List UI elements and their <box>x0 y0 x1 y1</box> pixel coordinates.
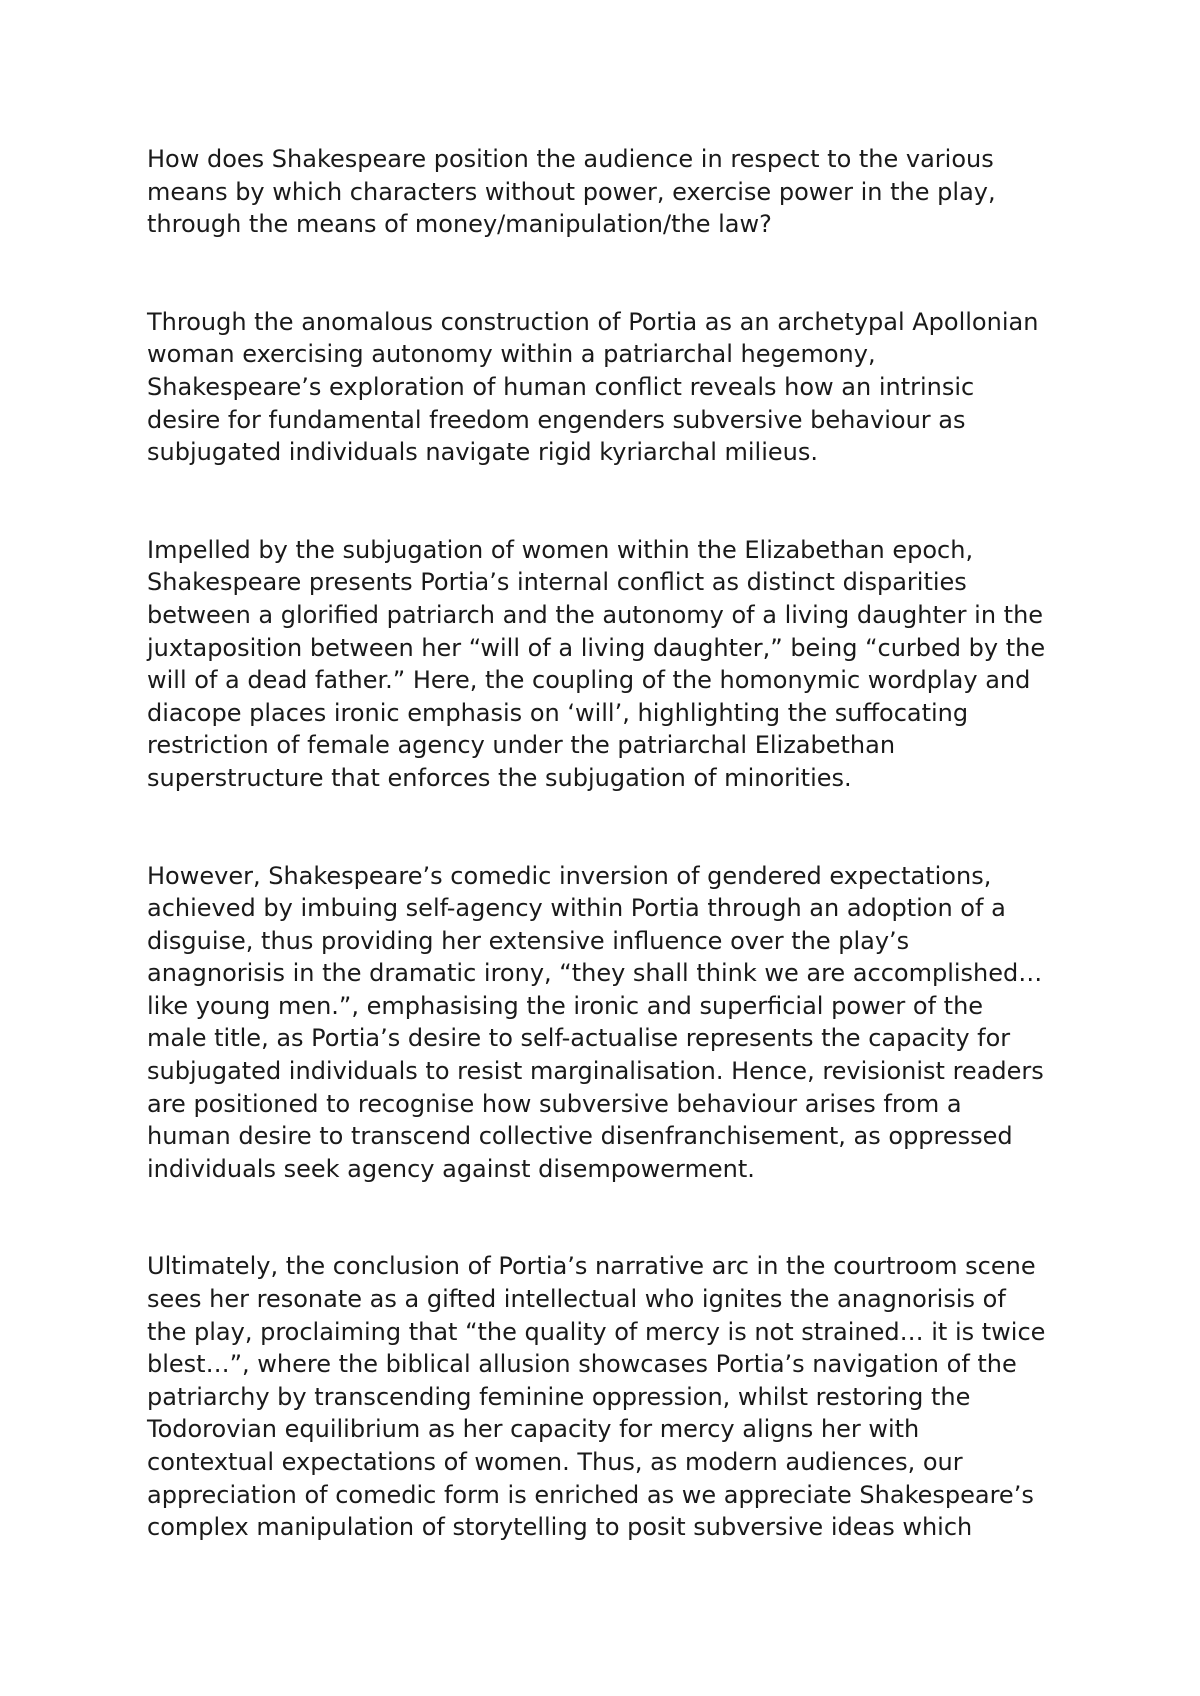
question-paragraph <box>147 143 1067 241</box>
text-line: between a glorified patriarch and the autonomy of a living daughter in the <box>147 600 1044 629</box>
body-paragraph-1 <box>147 534 1067 795</box>
paragraph-spacer <box>147 241 1067 306</box>
document-body <box>147 143 1067 1544</box>
body-paragraph-2 <box>147 860 1067 1186</box>
text-line: subjugated individuals to resist marginalisation. Hence, revisionist readers <box>147 1057 1044 1086</box>
thesis-paragraph <box>147 306 1067 469</box>
text-line: the play, proclaiming that “the quality of mercy is not strained… it is twice <box>147 1317 1046 1346</box>
text-line: anagnorisis in the dramatic irony, “they shall think we are accomplished… <box>147 959 1043 988</box>
text-line: However, Shakespeare’s comedic inversion of gendered expectations, <box>147 861 992 890</box>
text-line: diacope places ironic emphasis on ‘will’, highlighting the suffocating <box>147 698 969 727</box>
text-line: are positioned to recognise how subversive behaviour arises from a <box>147 1089 962 1118</box>
text-line: through the means of money/manipulation/the law? <box>147 210 772 239</box>
text-line: will of a dead father.” Here, the coupling of the homonymic wordplay and <box>147 666 1031 695</box>
text-line: How does Shakespeare position the audience in respect to the various <box>147 145 994 173</box>
text-line: woman exercising autonomy within a patriarchal hegemony, <box>147 340 876 369</box>
text-line: means by which characters without power, exercise power in the play, <box>147 177 996 206</box>
text-line: human desire to transcend collective disenfranchisement, as oppressed <box>147 1122 1013 1151</box>
text-line: achieved by imbuing self-agency within Portia through an adoption of a <box>147 894 1006 923</box>
text-line: Through the anomalous construction of Portia as an archetypal Apollonian <box>147 307 1039 336</box>
text-line: individuals seek agency against disempowerment. <box>147 1154 755 1183</box>
text-line: subjugated individuals navigate rigid kyriarchal milieus. <box>147 438 818 467</box>
text-line: Ultimately, the conclusion of Portia’s narrative arc in the courtroom scene <box>147 1252 1036 1281</box>
paragraph-spacer <box>147 1185 1067 1250</box>
text-line: Shakespeare presents Portia’s internal conflict as distinct disparities <box>147 568 967 597</box>
text-line: juxtaposition between her “will of a living daughter,” being “curbed by the <box>147 633 1046 662</box>
text-line: Shakespeare’s exploration of human conflict reveals how an intrinsic <box>147 372 975 401</box>
paragraph-spacer <box>147 469 1067 534</box>
text-line: Todorovian equilibrium as her capacity for mercy aligns her with <box>147 1415 920 1444</box>
text-line: restriction of female agency under the patriarchal Elizabethan <box>147 731 896 760</box>
text-line: superstructure that enforces the subjugation of minorities. <box>147 763 852 792</box>
text-line: appreciation of comedic form is enriched as we appreciate Shakespeare’s <box>147 1480 1034 1509</box>
text-line: blest…”, where the biblical allusion showcases Portia’s navigation of the <box>147 1350 1017 1379</box>
text-line: Impelled by the subjugation of women within the Elizabethan epoch, <box>147 535 974 564</box>
text-line: like young men.”, emphasising the ironic and superficial power of the <box>147 991 984 1020</box>
text-line: complex manipulation of storytelling to posit subversive ideas which <box>147 1513 973 1542</box>
text-line: disguise, thus providing her extensive influence over the play’s <box>147 926 910 955</box>
text-line: patriarchy by transcending feminine oppression, whilst restoring the <box>147 1382 971 1411</box>
body-paragraph-3 <box>147 1250 1067 1543</box>
text-line: contextual expectations of women. Thus, as modern audiences, our <box>147 1448 963 1476</box>
text-line: desire for fundamental freedom engenders subversive behaviour as <box>147 405 966 434</box>
text-line: male title, as Portia’s desire to self-actualise represents the capacity for <box>147 1024 1011 1053</box>
text-line: sees her resonate as a gifted intellectual who ignites the anagnorisis of <box>147 1285 1006 1314</box>
paragraph-spacer <box>147 795 1067 860</box>
